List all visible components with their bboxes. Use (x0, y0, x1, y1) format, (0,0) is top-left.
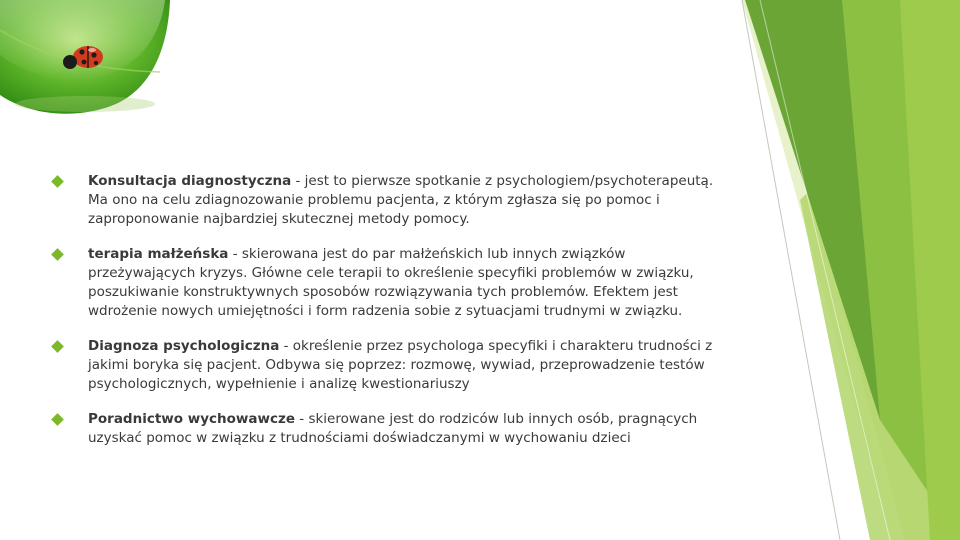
bullet-text: - jest to pierwsze spotkanie z psychologiem/psychoterapeutą. Ma ono na celu zdiagnozowanie problemu pacjenta, z którym zgłasza się po pomoc i zaproponowanie najbardziej skutecznej metody pomocy. (88, 173, 714, 227)
bullet-item (50, 337, 730, 394)
bullet-text: - skierowane jest do rodziców lub innych osób, pragnących uzyskać pomoc w związku z trudnościami doświadczanymi w wychowaniu dzieci (88, 411, 698, 446)
bullet-item (50, 245, 730, 321)
bullet-item (50, 172, 730, 229)
diamond-bullet-icon (51, 413, 64, 426)
diamond-bullet-icon (51, 248, 64, 261)
diamond-bullet-icon (51, 340, 64, 353)
bullet-term: Konsultacja diagnostyczna (88, 173, 292, 189)
bullet-list (50, 172, 730, 464)
bullet-term: terapia małżeńska (88, 246, 229, 262)
bullet-text: - określenie przez psychologa specyfiki i charakteru trudności z jakimi boryka się pacjent. Odbywa się poprzez: rozmowę, wywiad, przeprowadzenie testów psychologicznych, wypełnienie i analizę kwestionariuszy (88, 338, 713, 392)
bullet-term: Poradnictwo wychowawcze (88, 411, 295, 427)
bullet-term: Diagnoza psychologiczna (88, 338, 280, 354)
bullet-text: - skierowana jest do par małżeńskich lub innych związków przeżywających kryzys. Główne cele terapii to określenie specyfiki problemów w związku, poszukiwanie konstruktywnych sposobów rozwiązywania tych problemów. Efektem jest wdrożenie nowych umiejętności i form radzenia sobie z sytuacjami trudnymi w związku. (88, 246, 694, 319)
bullet-item (50, 410, 730, 448)
diamond-bullet-icon (51, 175, 64, 188)
